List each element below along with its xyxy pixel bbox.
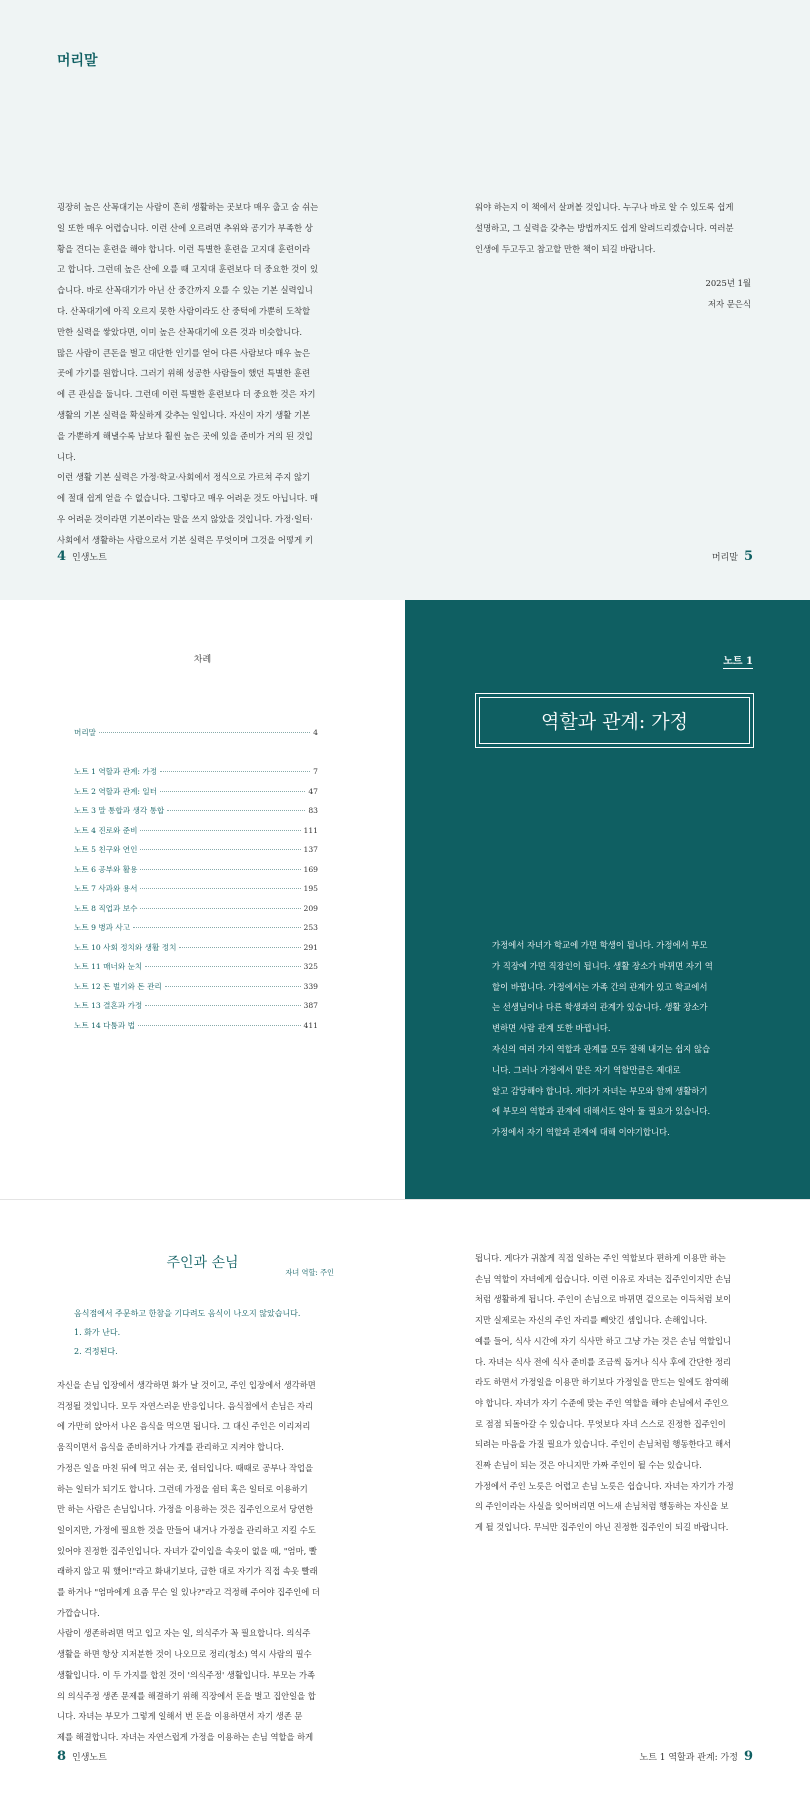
toc-label: 노트 1 역할과 관계: 가정: [74, 767, 158, 776]
text-line: 일 또한 매우 어렵습니다. 이런 산에 오르려면 추위와 공기가 부족한 상: [57, 222, 313, 233]
text-line: 변하면 사람 관계 또한 바뀝니다.: [492, 1023, 611, 1034]
preface-right-text: [475, 197, 751, 259]
toc-leader: [165, 986, 301, 987]
toc-label: 노트 2 역할과 관계: 일터: [74, 786, 158, 796]
text-line: 됩니다. 게다가 귀찮게 직접 일하는 주인 역할보다 편하게 이용만 하는: [475, 1253, 726, 1263]
toc-page: 291: [303, 942, 318, 952]
running-head: 인생노트: [72, 553, 107, 563]
toc-item[interactable]: [74, 864, 318, 884]
text-line: 고 합니다. 그런데 높은 산에 오를 때 고지대 훈련보다 더 중요한 것이 있: [57, 264, 319, 275]
text-line: 생활입니다. 이 두 가지를 합친 것이 '의식주정' 생활입니다. 부모는 가족: [57, 1669, 315, 1680]
section-title: 주인과 손님: [166, 1255, 239, 1271]
text-line: 예를 들어, 식사 시간에 자기 식사만 하고 그냥 가는 것은 손님 역할입니: [475, 1335, 732, 1346]
toc-page: 387: [303, 1001, 318, 1010]
toc-leader: [160, 791, 305, 792]
preface-date: 2025년 1월: [705, 278, 751, 289]
scenario-line: 2. 걱정된다.: [74, 1347, 118, 1356]
folio-right: [712, 549, 753, 564]
text-line: 에 큰 관심을 둡니다. 그런데 이런 특별한 훈련보다 더 중요한 것은 자기: [57, 389, 316, 400]
running-head: 머리말: [711, 553, 738, 563]
text-line: 래하지 않고 뭐 했어!"라고 화내기보다, 급한 대로 자기가 직접 속옷 빨래: [57, 1566, 318, 1577]
section-right-column: [475, 1248, 751, 1538]
text-line: 지만 실제로는 자신의 주인 자리를 빼앗긴 셈입니다. 손해입니다.: [475, 1315, 708, 1326]
toc-item[interactable]: [74, 1020, 318, 1040]
page-title: 머리말: [57, 53, 98, 69]
toc-label: 노트 9 병과 사고: [74, 923, 131, 932]
toc-item[interactable]: [74, 825, 318, 845]
text-line: 생활을 하면 항상 지저분한 것이 나오므로 정리(청소) 역시 사람의 필수: [57, 1649, 312, 1660]
toc-page: 169: [303, 864, 318, 874]
text-line: 습니다. 바로 산꼭대기가 아닌 산 중간까지 오를 수 있는 기본 실력입니: [57, 285, 313, 296]
text-line: 일이지만, 가정에 필요한 것을 만들어 내거나 가정을 관리하고 지킬 수도: [57, 1524, 316, 1535]
toc-title: 차례: [193, 655, 212, 665]
note-intro-text: [492, 935, 742, 1143]
text-line: 우 어려운 것이라면 기본이라는 말을 쓰지 않았을 것입니다. 가정·일터·: [57, 513, 313, 524]
toc-leader: [140, 888, 300, 889]
toc-item[interactable]: [74, 805, 318, 825]
text-line: 에 가만히 앉아서 나온 음식을 먹으면 됩니다. 그 대신 주인은 이리저리: [57, 1421, 311, 1432]
page-number: 4: [57, 549, 67, 564]
text-line: 의 주인이라는 사실을 잊어버리면 어느새 손님처럼 행동하는 자신을 보: [475, 1501, 729, 1512]
toc-page: 137: [303, 845, 318, 854]
text-line: 야 합니다. 자녀가 자기 수준에 맞는 주인 역할을 해야 손님에서 주인으: [475, 1397, 729, 1408]
scenario-line: 음식점에서 주문하고 한참을 기다려도 음식이 나오지 않았습니다.: [74, 1309, 301, 1318]
text-line: 사람이 생존하려면 먹고 입고 자는 일, 의식주가 꼭 필요합니다. 의식주: [57, 1628, 311, 1639]
text-line: 이런 생활 기본 실력은 가정·학교·사회에서 정식으로 가르쳐 주지 않기: [57, 472, 311, 483]
text-line: 에 절대 쉽게 얻을 수 없습니다. 그렇다고 매우 어려운 것도 아닙니다. 매: [57, 493, 319, 504]
toc-item[interactable]: [74, 844, 318, 864]
note-title-page: [405, 600, 810, 1200]
text-line: 니다. 그러나 가정에서 맡은 자기 역할만큼은 제대로: [492, 1064, 681, 1075]
text-line: 자신의 여러 가지 역할과 관계를 모두 잘해 내기는 쉽지 않습: [492, 1043, 711, 1054]
toc-label: 노트 12 돈 벌기와 돈 관리: [74, 981, 162, 991]
note-title-box: [475, 693, 754, 748]
toc-leader: [167, 810, 305, 811]
toc-page: 195: [303, 884, 318, 893]
toc-label: 노트 11 매너와 눈치: [74, 962, 143, 971]
toc-label: 노트 6 공부와 활용: [74, 864, 138, 874]
text-line: 다. 산꼭대기에 아직 오르지 못한 사람이라도 산 중턱에 가뿐히 도착할: [57, 305, 311, 316]
text-line: 가정에서 주인 노릇은 어렵고 손님 노릇은 쉽습니다. 자녀는 자기가 가정: [475, 1480, 734, 1491]
text-line: 인생에 두고두고 참고할 만한 책이 되길 바랍니다.: [475, 243, 656, 254]
text-line: 가깝습니다.: [57, 1607, 100, 1618]
text-line: 다. 자녀는 식사 전에 식사 준비를 조금씩 돕거나 식사 후에 간단한 정리: [475, 1356, 732, 1367]
text-line: 가정에서 자기 역할과 관계에 대해 이야기합니다.: [492, 1127, 670, 1138]
toc-item[interactable]: [74, 961, 318, 981]
toc-list: [74, 766, 318, 1039]
running-head: 인생노트: [72, 1753, 107, 1763]
toc-leader: [140, 869, 300, 870]
folio-right: [640, 1749, 754, 1764]
text-line: 라도 하면서 가정일을 이용만 하기보다 가정일을 만드는 일에도 참여해: [475, 1377, 729, 1388]
text-line: 있어야 진정한 집주인입니다. 자녀가 같이입을 속옷이 없을 때, "엄마, 빨: [57, 1545, 317, 1556]
toc-label: 노트 8 직업과 보수: [74, 903, 138, 913]
text-line: 걱정될 것입니다. 모두 자연스러운 반응입니다. 음식점에서 손님은 자리: [57, 1400, 314, 1411]
toc-label: 노트 5 친구와 연인: [74, 845, 138, 854]
page-number: 5: [743, 549, 753, 564]
text-line: 가정은 일을 마친 뒤에 먹고 쉬는 곳, 쉼터입니다. 때때로 공부나 작업을: [57, 1462, 314, 1473]
toc-item[interactable]: [74, 942, 318, 962]
toc-leader: [179, 947, 300, 948]
spread-preface: [0, 0, 810, 600]
text-line: 처럼 생활하게 됩니다. 주인이 손님으로 바뀌면 겉으로는 이득처럼 보이: [475, 1294, 732, 1305]
toc-item[interactable]: [74, 766, 318, 786]
toc-page: 253: [303, 923, 318, 932]
toc-leader: [145, 1005, 300, 1006]
toc-label: 머리말: [74, 728, 97, 737]
toc-item[interactable]: [74, 727, 318, 747]
toc-page: 83: [308, 806, 318, 815]
text-line: 진짜 손님이 되는 것은 아니지만 가짜 주인이 될 수는 있습니다.: [475, 1460, 702, 1471]
preface-right-column: [475, 197, 751, 315]
toc-label: 노트 14 다툼과 법: [74, 1020, 135, 1030]
text-line: 하는 일터가 되기도 합니다. 그런데 가정을 쉼터 혹은 일터로 이용하기: [57, 1483, 308, 1494]
text-line: 가정에서 자녀가 학교에 가면 학생이 됩니다. 가정에서 부모: [492, 940, 708, 950]
toc-page: 47: [308, 786, 318, 796]
toc-leader: [145, 966, 300, 967]
text-line: 손님 역할이 자녀에게 쉽습니다. 이런 이유로 자녀는 집주인이지만 손님: [475, 1273, 732, 1284]
toc-page: 325: [303, 962, 318, 971]
preface-author: 저자 문은식: [707, 299, 751, 310]
text-line: 되려는 마음을 가질 필요가 있습니다. 주인이 손님처럼 행동한다고 해서: [475, 1439, 732, 1450]
text-line: 제를 해결합니다. 자녀는 자연스럽게 가정을 이용하는 손님 역할을 하게: [57, 1731, 314, 1742]
text-line: 워야 하는지 이 책에서 살펴볼 것입니다. 누구나 바로 알 수 있도록 쉽게: [475, 202, 734, 212]
text-line: 의 의식주정 생존 문제를 해결하기 위해 직장에서 돈을 벌고 집안일을 합: [57, 1690, 316, 1701]
toc-leader: [140, 830, 300, 831]
toc-leader: [133, 927, 300, 928]
folio-left: [57, 549, 107, 564]
toc-label: 노트 7 사과와 용서: [74, 884, 138, 893]
text-line: 황을 견디는 훈련을 해야 합니다. 이런 특별한 훈련을 고지대 훈련이라: [57, 243, 311, 254]
section-subtitle: 자녀 역할: 주인: [285, 1268, 334, 1277]
section-left-column: [57, 1375, 349, 1748]
text-line: 만 하는 사람은 손님입니다. 가정을 이용하는 것은 집주인으로서 당연한: [57, 1504, 314, 1515]
toc-page: 411: [303, 1020, 318, 1030]
toc-leader: [160, 771, 310, 772]
scenario-box: [74, 1304, 300, 1361]
text-line: 게 될 것입니다. 무늬만 집주인이 아닌 진정한 집주인이 되길 바랍니다.: [475, 1522, 729, 1533]
toc-leader: [138, 1025, 301, 1026]
scenario-line: 1. 화가 난다.: [74, 1328, 121, 1337]
toc-page: 339: [303, 981, 318, 991]
toc-item[interactable]: [74, 922, 318, 942]
toc-label: 노트 10 사회 정치와 생활 정치: [74, 942, 177, 952]
text-line: 가 직장에 가면 직장인이 됩니다. 생활 장소가 바뀌면 자기 역: [492, 960, 713, 971]
page-number: 8: [57, 1749, 67, 1764]
text-line: 생활의 기본 실력을 확실하게 갖추는 일입니다. 자신이 자기 생활 기본: [57, 409, 311, 420]
text-line: 을 가뿐하게 해낼수록 남보다 훨씬 높은 곳에 있을 준비가 거의 된 것입: [57, 430, 313, 441]
toc-label: 노트 4 진로와 준비: [74, 825, 138, 835]
note-title: 역할과 관계: 가정: [479, 697, 750, 744]
text-line: 는 선생님이나 다른 학생과의 관계가 있습니다. 생활 장소가: [492, 1002, 708, 1013]
page-number: 9: [743, 1749, 753, 1764]
toc-page: 111: [303, 825, 318, 835]
text-line: 알고 감당해야 합니다. 게다가 자녀는 부모와 함께 생활하기: [492, 1085, 708, 1096]
toc-item[interactable]: [74, 981, 318, 1001]
text-line: 로 점점 되돌아갈 수 있습니다. 무엇보다 자녀 스스로 진정한 집주인이: [475, 1418, 726, 1429]
text-line: 움직이면서 음식을 준비하거나 가게를 관리하고 지켜야 합니다.: [57, 1442, 284, 1453]
text-line: 자신을 손님 입장에서 생각하면 화가 날 것이고, 주인 입장에서 생각하면: [57, 1380, 316, 1390]
toc-page: 4: [313, 728, 318, 737]
text-line: 곳에 가기를 원합니다. 그러기 위해 성공한 사람들이 했던 특별한 훈련: [57, 368, 311, 379]
toc-page: 209: [303, 903, 318, 913]
note-label: 노트 1: [723, 652, 753, 669]
toc-leader: [140, 908, 300, 909]
toc-label: 노트 3 말 통합과 생각 통합: [74, 806, 165, 815]
toc-item[interactable]: [74, 1000, 318, 1020]
text-line: 많은 사람이 큰돈을 벌고 대단한 인기를 얻어 다른 사람보다 매우 높은: [57, 347, 311, 358]
running-head: 노트 1 역할과 관계: 가정: [639, 1753, 738, 1763]
toc-page: 7: [313, 767, 318, 776]
toc-leader: [99, 732, 310, 733]
toc-item[interactable]: [74, 903, 318, 923]
toc-leader: [140, 849, 300, 850]
toc-first: [74, 727, 318, 747]
text-line: 니다.: [57, 451, 76, 462]
folio-left: [57, 1749, 107, 1764]
text-line: 설명하고, 그 실력을 갖추는 방법까지도 쉽게 알려드리겠습니다. 여러분: [475, 222, 734, 233]
toc-item[interactable]: [74, 883, 318, 903]
toc-item[interactable]: [74, 786, 318, 806]
toc-label: 노트 13 결혼과 가정: [74, 1001, 143, 1010]
preface-left-column: [57, 197, 349, 551]
text-line: 만한 실력을 쌓았다면, 이미 높은 산꼭대기에 오른 것과 비슷합니다.: [57, 326, 303, 337]
text-line: 할이 바뀝니다. 가정에서는 가족 간의 관계가 있고 학교에서: [492, 981, 708, 992]
text-line: 니다. 자녀는 부모가 그렇게 일해서 번 돈을 이용하면서 자기 생존 문: [57, 1711, 303, 1722]
text-line: 를 하거나 "엄마에게 요즘 무슨 일 있나?"라고 걱정해 주어야 집주인에 더: [57, 1587, 320, 1598]
text-line: 사회에서 생활하는 사람으로서 기본 실력은 무엇이며 그것을 어떻게 키: [57, 534, 313, 545]
text-line: 굉장히 높은 산꼭대기는 사람이 흔히 생활하는 곳보다 매우 춥고 숨 쉬는: [57, 202, 319, 212]
text-line: 에 부모의 역할과 관계에 대해서도 알아 둘 필요가 있습니다.: [492, 1106, 711, 1117]
